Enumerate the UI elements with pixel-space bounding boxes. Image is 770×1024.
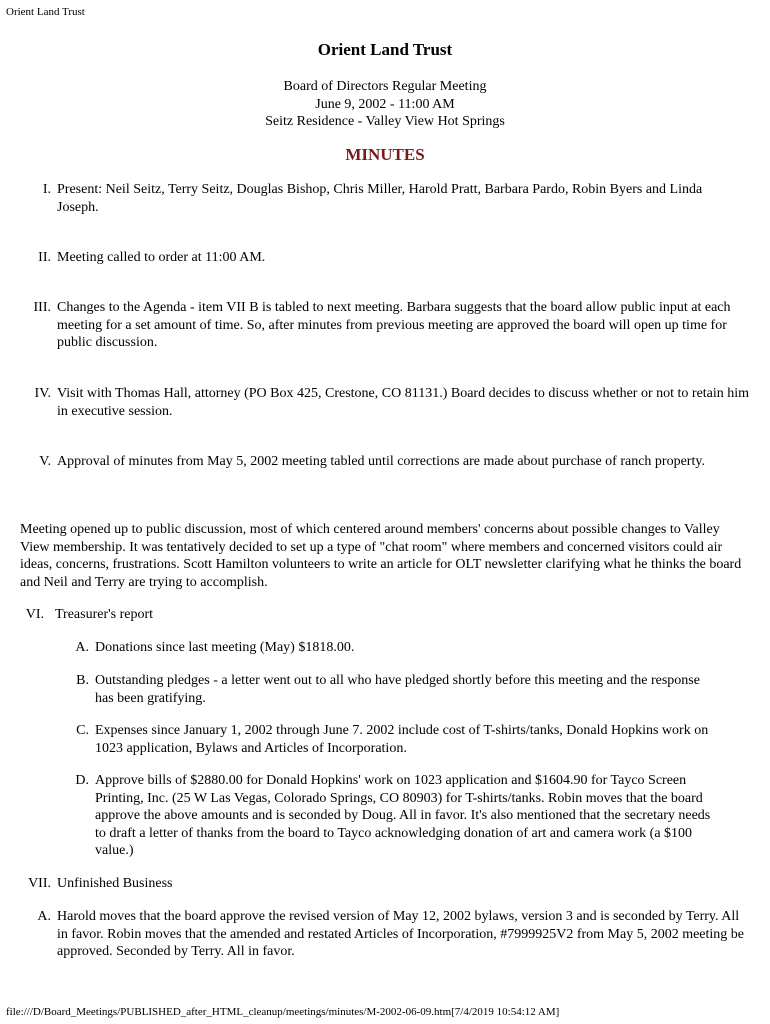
item-text: Changes to the Agenda - item VII B is tabled to next meeting. Barbara suggests that the board allow public input at each meeting for a set amount of time. So, after minutes from previous meeting are approved the board will open up time for public discussion. [57, 300, 731, 350]
meeting-type: Board of Directors Regular Meeting [283, 79, 487, 94]
subitem-text: Expenses since January 1, 2002 through June 7. 2002 include cost of T-shirts/tanks, Donald Hopkins work on 1023 application, Bylaws and Articles of Incorporation. [95, 723, 709, 756]
subitem-letter: C. [76, 723, 89, 738]
subitem-letter: B. [76, 673, 89, 688]
item-text: Unfinished Business [57, 876, 173, 891]
subitem-text: Harold moves that the board approve the revised version of May 12, 2002 bylaws, version 3 and is seconded by Terry. All in favor. Robin moves that the amended and restated Articles of Incorporation, #7999925V2 from May 5, 2002 meeting be approved. Seconded by Terry. All in favor. [57, 909, 745, 959]
item-number: VII. [28, 876, 51, 891]
item-text: Present: Neil Seitz, Terry Seitz, Douglas Bishop, Chris Miller, Harold Pratt, Barbara Pardo, Robin Byers and Linda Joseph. [57, 182, 703, 215]
meeting-datetime: June 9, 2002 - 11:00 AM [315, 96, 455, 112]
subitem-text: Outstanding pledges - a letter went out to all who have pledged shortly before this meeting and the response has been gratifying. [95, 673, 700, 706]
item-number: I. [42, 182, 51, 197]
page-title: Orient Land Trust [317, 40, 453, 59]
subitem-letter: A. [37, 909, 51, 924]
minutes-heading: MINUTES [345, 145, 425, 164]
item-text: Visit with Thomas Hall, attorney (PO Box 425, Crestone, CO 81131.) Board decides to discuss whether or not to retain him in executive session. [57, 386, 750, 419]
item-number: III. [33, 300, 51, 315]
item-number: IV. [34, 386, 51, 401]
subitem-text: Approve bills of $2880.00 for Donald Hopkins' work on 1023 application and $1604.90 for Tayco Screen Printing, Inc. (25 W Las Vegas, Colorado Springs, CO 80903) for T-shirts/tanks. Robin moves that the board approve the above amounts and is seconded by Doug. All in favor. It's also mentioned that the secretary needs to draft a letter of thanks from the board to Tayco acknowledging donation of art and camera work (a $100 value.) [95, 773, 711, 858]
subitem-letter: A. [75, 640, 89, 655]
subitem-letter: D. [75, 773, 89, 788]
item-text: Meeting called to order at 11:00 AM. [57, 250, 266, 265]
meeting-location: Seitz Residence - Valley View Hot Springs [265, 114, 505, 129]
subitem-text: Donations since last meeting (May) $1818.00. [95, 640, 355, 655]
item-text: Approval of minutes from May 5, 2002 meeting tabled until corrections are made about purchase of ranch property. [57, 454, 705, 469]
public-discussion-paragraph: Meeting opened up to public discussion, most of which centered around members' concerns about possible changes to Valley View membership. It was tentatively decided to set up a type of "chat room" where members and concerned visitors could air ideas, concerns, frustrations. Scott Hamilton volunteers to write an article for OLT newsletter clarifying what he thinks the board and Neil and Terry are trying to accomplish. [20, 522, 742, 590]
item-number: V. [39, 454, 51, 469]
item-number: VI. [25, 607, 44, 622]
print-footer-url: file:///D/Board_Meetings/PUBLISHED_after_HTML_cleanup/meetings/minutes/M-2002-06-09.htm[7/4/2019 10:54:12 AM] [6, 1006, 560, 1018]
item-text: Treasurer's report [55, 607, 154, 622]
item-number: II. [38, 250, 51, 265]
print-header-title: Orient Land Trust [6, 6, 85, 18]
